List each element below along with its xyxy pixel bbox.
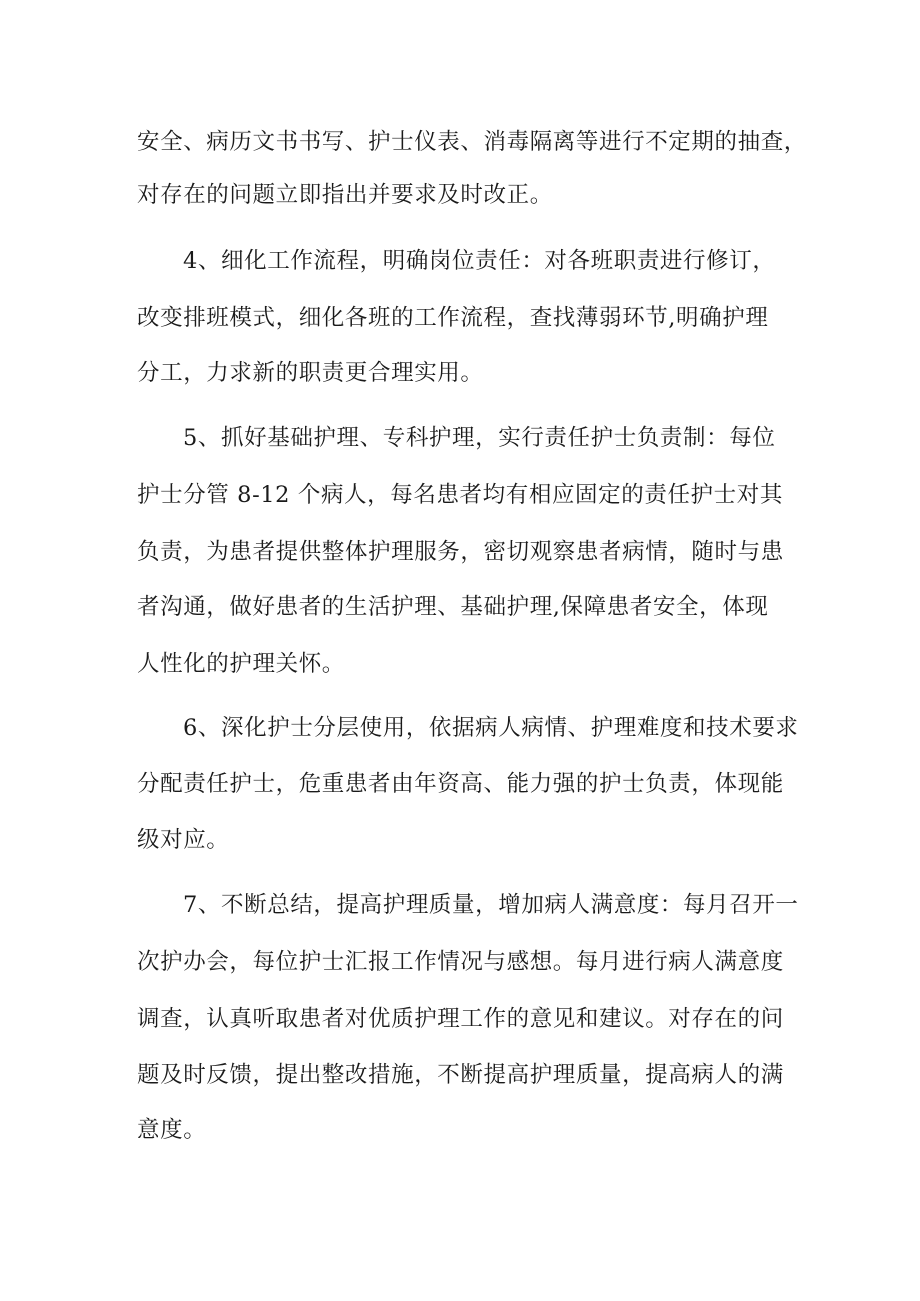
- text-line: 改变排班模式，细化各班的工作流程，查找薄弱环节,明确护理: [137, 305, 769, 331]
- text-line: 分工，力求新的职责更合理实用。: [137, 360, 484, 386]
- text-line: 护士分管 8-12 个病人，每名患者均有相应固定的责任护士对其: [137, 482, 783, 508]
- text-line: 分配责任护士，危重患者由年资高、能力强的护士负责，体现能: [137, 771, 784, 797]
- text-line: 安全、病历文书书写、护士仪表、消毒隔离等进行不定期的抽查，: [137, 129, 807, 155]
- text-line: 意度。: [137, 1117, 207, 1143]
- text-line: 对存在的问题立即指出并要求及时改正。: [137, 182, 553, 208]
- text-line: 者沟通，做好患者的生活护理、基础护理,保障患者安全，体现: [137, 594, 769, 620]
- text-line: 级对应。: [137, 827, 230, 853]
- text-line: 次护办会，每位护士汇报工作情况与感想。每月进行病人满意度: [137, 949, 784, 975]
- text-line: 7、不断总结，提高护理质量，增加病人满意度：每月召开一: [183, 892, 799, 918]
- text-line: 6、深化护士分层使用，依据病人病情、护理难度和技术要求: [183, 715, 799, 741]
- text-line: 5、抓好基础护理、专科护理，实行责任护士负责制：每位: [183, 425, 776, 451]
- text-line: 题及时反馈，提出整改措施，不断提高护理质量，提高病人的满: [137, 1062, 784, 1088]
- text-line: 负责，为患者提供整体护理服务，密切观察患者病情，随时与患: [137, 539, 784, 565]
- text-line: 调查，认真听取患者对优质护理工作的意见和建议。对存在的问: [137, 1006, 784, 1032]
- text-line: 人性化的护理关怀。: [137, 651, 345, 677]
- text-line: 4、细化工作流程，明确岗位责任：对各班职责进行修订，: [183, 248, 776, 274]
